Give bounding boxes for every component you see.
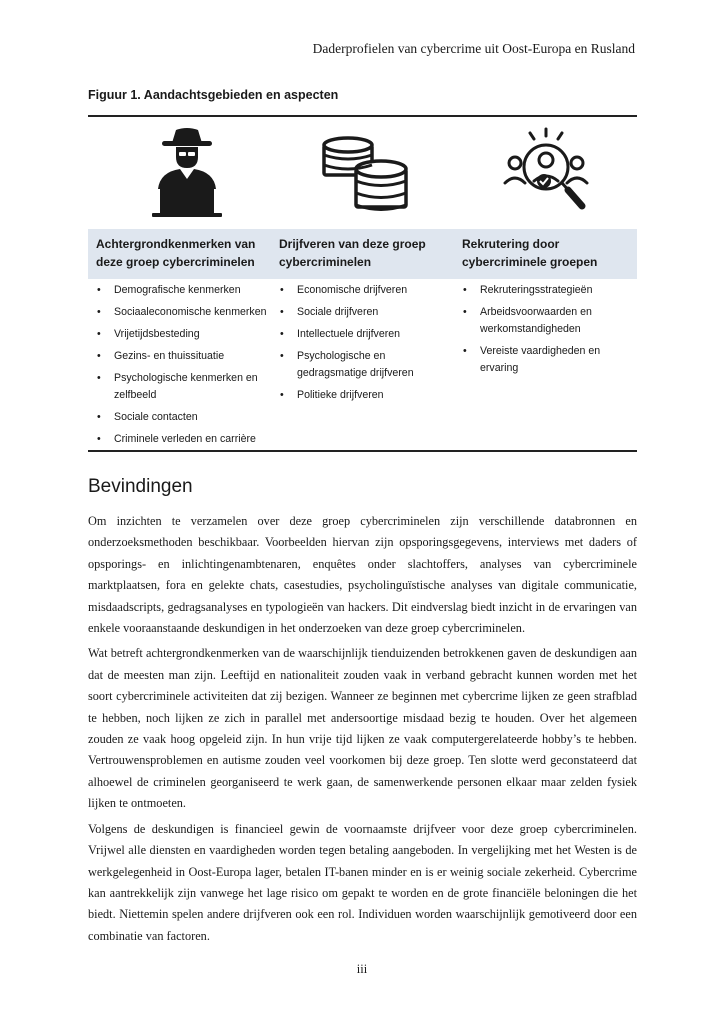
list-item: • Politieke drijfveren: [277, 387, 454, 404]
recruitment-search-icon: [502, 127, 590, 212]
list-item: • Sociale contacten: [94, 409, 271, 426]
list-item: • Intellectuele drijfveren: [277, 326, 454, 343]
paragraph: Wat betreft achtergrondkenmerken van de waarschijnlijk tienduizenden betrokkenen gaven de deskundigen aan dat de meesten man zijn. Leeftijd en nationaliteit zouden vaak in verband gebracht kunnen worden met het soort cybercriminele activiteiten dat zij bezigen. Wanneer ze beginnen met cybercrime lijken ze geen strafblad te hebben, noch lijken ze zich in parallel met andersoortige misdaad bezig te houden. Over het algemeen zouden ze vaak hoog opgeleid zijn. In hun vrije tijd lijken ze vaak computergerelateerde hobby’s te hebben. Vertrouwensproblemen en autisme zouden veel voorkomen bij deze groep. Ten slotte werd geconstateerd dat alhoewel de criminelen georganiseerd te werk gaan, de samenwerkende personen elkaar maar zelden fysiek lijken te ontmoeten.: [88, 646, 637, 811]
column-background: [88, 282, 271, 453]
list-item: • Gezins- en thuissituatie: [94, 348, 271, 365]
figure-header-row: [88, 229, 637, 279]
paragraph: Volgens de deskundigen is financieel gewin de voornaamste drijfveer voor deze groep cybercriminelen. Vrijwel alle diensten en vaardigheden worden tegen betaling aangeboden. In vergelijking met het Westen is de werkgelegenheid in Oost-Europa lager, betalen IT-banen minder en is er weinig sociale zekerheid. Cybercrime kan aantrekkelijk zijn vanwege het lage risico om gepakt te worden en de grote financiële beloningen die het biedt. Niettemin spelen andere drijfveren ook een rol. Individuen worden waarschijnlijk gemotiveerd door een combinatie van factoren.: [88, 821, 637, 943]
list-item: • Demografische kenmerken: [94, 282, 271, 299]
figure-table: [88, 229, 637, 453]
list-item: • Economische drijfveren: [277, 282, 454, 299]
page-number: iii: [356, 962, 368, 976]
column-motives: [271, 282, 454, 453]
figure-top-rule: [88, 115, 637, 117]
list-item: • Vrijetijdsbesteding: [94, 326, 271, 343]
list-item: • Arbeidsvoorwaarden en werkomstandigheden: [460, 304, 637, 338]
list-item: • Vereiste vaardigheden en ervaring: [460, 343, 637, 377]
list-item: • Criminele verleden en carrière: [94, 431, 271, 448]
list-item: • Psychologische kenmerken en zelfbeeld: [94, 370, 271, 404]
coin-stacks-icon: [320, 133, 410, 213]
column-heading-background: Achtergrondkenmerken van deze groep cybercriminelen: [96, 237, 256, 269]
body-text: [88, 511, 637, 951]
running-header: Daderprofielen van cybercrime uit Oost-Europa en Rusland: [312, 41, 635, 56]
figure-title: Figuur 1. Aandachtsgebieden en aspecten: [88, 88, 339, 102]
section-heading: Bevindingen: [88, 476, 193, 497]
list-item: • Sociale drijfveren: [277, 304, 454, 321]
figure-bottom-rule: [88, 450, 637, 452]
list-item: • Rekruteringsstrategieën: [460, 282, 637, 299]
list-item: • Sociaaleconomische kenmerken: [94, 304, 271, 321]
hacker-at-laptop-icon: [152, 127, 222, 217]
column-heading-motives: Drijfveren van deze groep cybercriminelen: [279, 237, 426, 269]
list-item: • Psychologische en gedragsmatige drijfveren: [277, 348, 454, 382]
figure-lists: [88, 279, 637, 453]
column-recruitment: [454, 282, 637, 453]
paragraph: Om inzichten te verzamelen over deze groep cybercriminelen zijn verschillende databronnen en onderzoeksmethoden beschikbaar. Voorbeelden hiervan zijn opsporingsgegevens, interviews met daders of opsporings- en inlichtingenambtenaren, enquêtes onder slachtoffers, analyses van cybercriminele marktplaatsen, fora en gelekte chats, casestudies, psycholinguïstische analyses van digitale communicatie, misdaadscripts, gedragsanalyses en typologieën van hackers. Dit eindverslag biedt inzicht in de ervaringen van enkele vooraanstaande deskundigen in het onderzoeken van deze groep cybercriminelen.: [88, 514, 637, 636]
column-heading-recruitment: Rekrutering door cybercriminele groepen: [462, 237, 598, 269]
